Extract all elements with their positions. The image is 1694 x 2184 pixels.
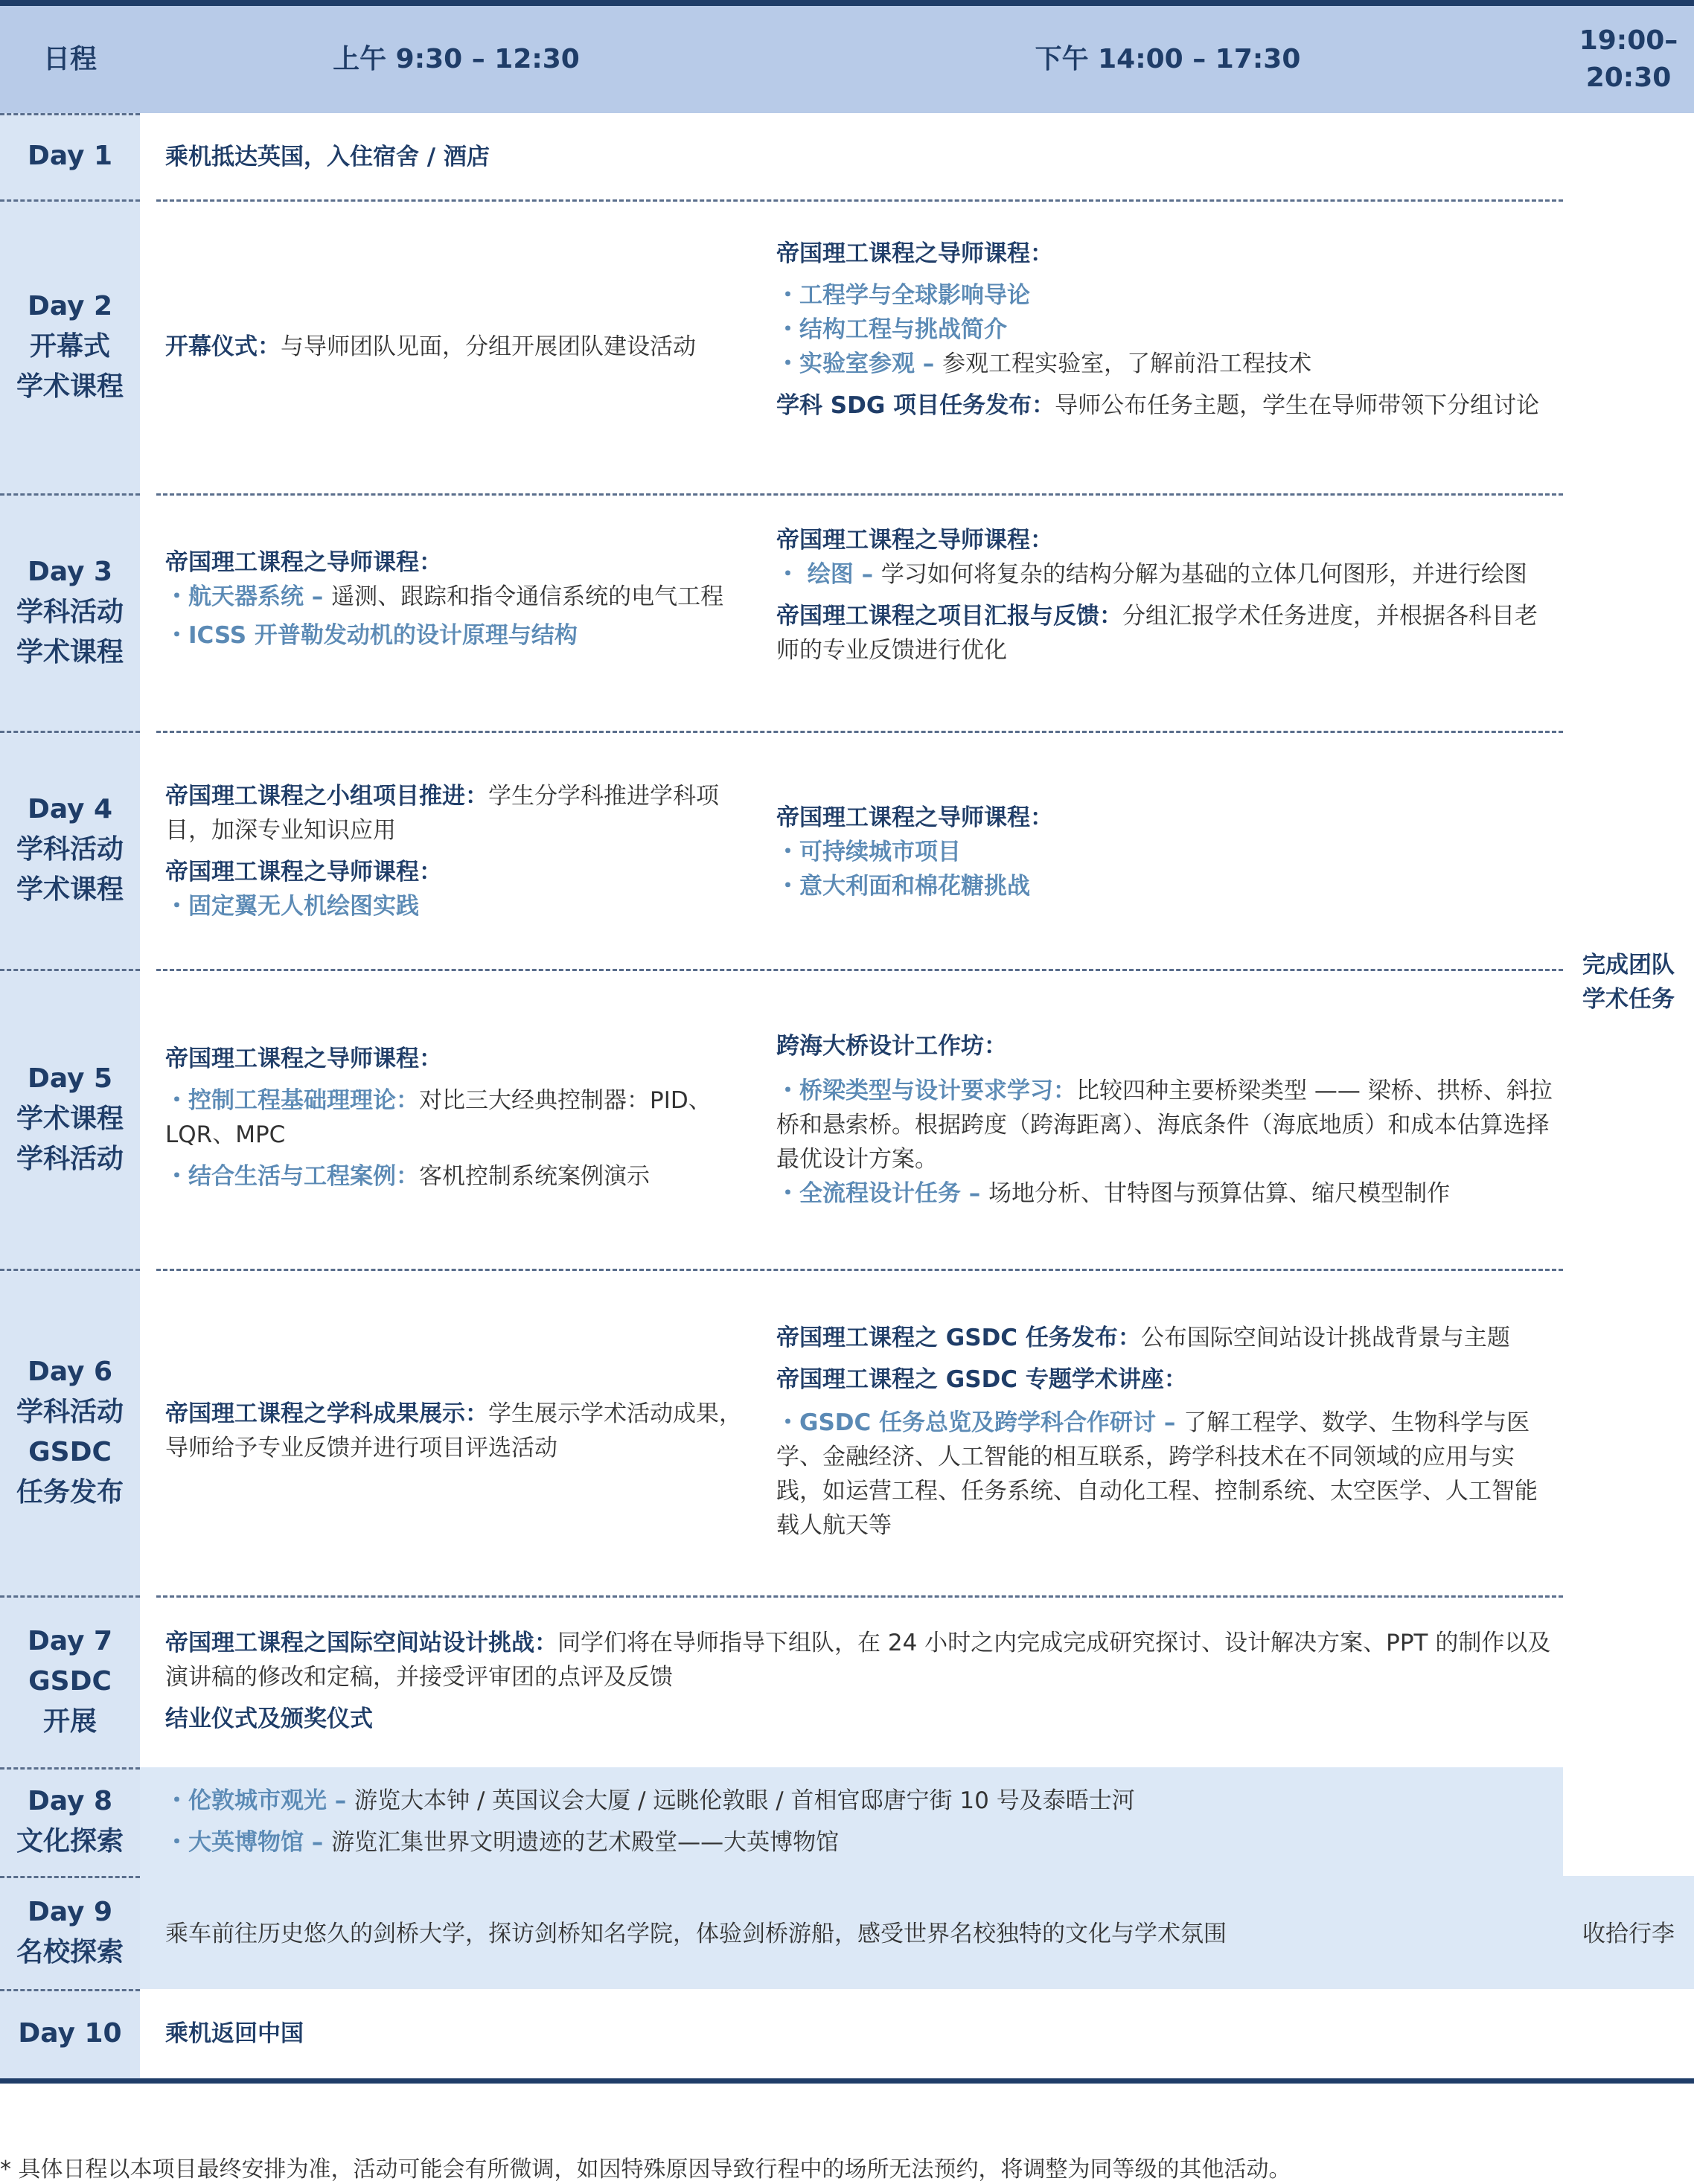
day6-label <box>0 1269 140 1595</box>
activity-title: 帝国理工课程之导师课程： <box>776 240 1053 267</box>
day5-label <box>0 969 140 1269</box>
activity-item: ・结构工程与挑战简介 <box>776 316 1007 343</box>
activity-title: 帝国理工课程之 GSDC 任务发布： <box>776 1325 1141 1351</box>
row-separator <box>156 493 1563 496</box>
activity-item-text: 参观工程实验室，了解前沿工程技术 <box>942 350 1312 377</box>
activity-item <box>165 1159 753 1194</box>
evening-task: 完成团队 学术任务 <box>1582 952 1675 1013</box>
day2-morning <box>165 330 753 364</box>
activity-item-title: ・航天器系统 – <box>165 583 332 610</box>
activity-title: 帝国理工课程之导师课程： <box>776 804 1053 831</box>
activity-item-title: ・实验室参观 – <box>776 350 943 377</box>
activity-item-text: 游览大本钟 / 英国议会大厦 / 远眺伦敦眼 / 首相官邸唐宁街 10 号及泰晤士河 <box>354 1787 1135 1814</box>
day10-content: 乘机返回中国 <box>165 2020 304 2047</box>
activity-ceremony: 结业仪式及颁奖仪式 <box>165 1706 373 1732</box>
day-label-text: Day 7 <box>27 1625 113 1656</box>
activity-text: 同学们将在导师指导下组队，在 24 小时之内完成完成研究探讨、设计解决方案、PPT 的制作以及演讲稿的修改和定稿，并接受评审团的点评及反馈 <box>165 1630 1551 1691</box>
activity-task <box>776 388 1558 423</box>
day5-afternoon <box>776 1029 1558 1211</box>
day10-label <box>0 1989 140 2078</box>
day-label-sub: 任务发布 <box>16 1476 124 1508</box>
activity-title: 学科 SDG 项目任务发布： <box>776 392 1055 419</box>
day3-label <box>0 493 140 731</box>
day6-morning <box>165 1397 753 1465</box>
activity-item-title: ・大英博物馆 – <box>165 1829 332 1856</box>
day-label-sub: 名校探索 <box>16 1937 124 1967</box>
day-label-sub: GSDC <box>28 1436 112 1467</box>
header-afternoon: 下午 14:00 – 17:30 <box>1035 44 1301 74</box>
activity-item <box>776 557 1558 592</box>
day4-afternoon <box>776 801 1558 903</box>
header-evening: 19:00– 20:30 <box>1579 25 1678 93</box>
day2-label <box>0 199 140 493</box>
day-label-sub: 学术课程 <box>16 371 124 402</box>
activity-item-text: 学习如何将复杂的结构分解为基础的立体几何图形，并进行绘图 <box>880 561 1527 588</box>
activity-title: 帝国理工课程之国际空间站设计挑战： <box>165 1630 557 1656</box>
activity-text: 导师公布任务主题，学生在导师带领下分组讨论 <box>1055 392 1540 419</box>
day6-afternoon <box>776 1321 1558 1543</box>
activity-item <box>776 1074 1558 1176</box>
row-separator <box>156 969 1563 971</box>
footnote: * 具体日程以本项目最终安排为准，活动可能会有所微调，如因特殊原因导致行程中的场所无法预约，将调整为同等级的其他活动。 <box>0 2156 1291 2183</box>
day-label-sub: 文化探索 <box>16 1826 124 1857</box>
row-separator <box>156 1595 1563 1598</box>
day-label-text: Day 1 <box>27 141 113 171</box>
day8-content <box>165 1784 1557 1860</box>
activity-item-title: ・全流程设计任务 – <box>776 1180 989 1207</box>
activity-item-text: 比较四种主要桥梁类型 —— 梁桥、拱桥、斜拉桥和悬索桥。根据跨度（跨海距离）、海底条件（海底地质）和成本估算选择最优设计方案。 <box>776 1077 1553 1173</box>
day-label-sub: 开展 <box>42 1706 97 1737</box>
activity-report <box>776 599 1558 667</box>
activity-title: 跨海大桥设计工作坊： <box>776 1033 1007 1060</box>
day1-label <box>0 113 140 199</box>
activity-item-title: ・桥梁类型与设计要求学习： <box>776 1077 1076 1104</box>
day7-content <box>165 1626 1557 1736</box>
activity-project <box>165 779 753 848</box>
day-label-sub: GSDC <box>28 1665 112 1697</box>
activity-item: ・可持续城市项目 <box>776 839 961 865</box>
activity-item-text: 客机控制系统案例演示 <box>419 1163 650 1190</box>
day-label-sub: 学术课程 <box>16 1103 124 1134</box>
activity-item-text: 场地分析、甘特图与预算估算、缩尺模型制作 <box>988 1180 1451 1207</box>
activity-item: ・ICSS 开普勒发动机的设计原理与结构 <box>165 622 578 649</box>
day8-label <box>0 1767 140 1876</box>
day-label-sub: 学术课程 <box>16 636 124 667</box>
activity-text: 公布国际空间站设计挑战背景与主题 <box>1140 1325 1510 1351</box>
header-morning: 上午 9:30 – 12:30 <box>333 44 580 74</box>
activity-item <box>165 1784 1557 1818</box>
activity-item <box>776 1176 1558 1211</box>
activity-title: 帝国理工课程之导师课程： <box>165 549 442 576</box>
activity-title: 开幕仪式： <box>165 333 281 360</box>
day-label-text: Day 5 <box>27 1063 113 1094</box>
day-label-text: Day 6 <box>27 1356 113 1387</box>
day-label-text: Day 8 <box>27 1786 113 1816</box>
activity-item <box>165 580 753 614</box>
day4-label <box>0 731 140 969</box>
activity-item <box>776 347 1558 381</box>
activity-task <box>776 1321 1558 1355</box>
day-label-text: Day 10 <box>18 2018 122 2049</box>
day-label-sub: 学科活动 <box>16 596 124 627</box>
activity-item-title: ・控制工程基础理理论： <box>165 1087 419 1114</box>
day-label-text: Day 3 <box>27 556 113 587</box>
day-label-sub: 学科活动 <box>16 834 124 865</box>
day3-afternoon <box>776 523 1558 667</box>
activity-item-title: ・伦敦城市观光 – <box>165 1787 355 1814</box>
day-label-sub: 学术课程 <box>16 874 124 905</box>
activity-item: ・意大利面和棉花糖挑战 <box>776 873 1030 900</box>
activity-title: 帝国理工课程之项目汇报与反馈： <box>776 603 1122 630</box>
day-label-text: Day 9 <box>27 1897 113 1927</box>
day5-morning <box>165 1042 753 1194</box>
header-schedule: 日程 <box>42 44 97 74</box>
day9-label <box>0 1876 140 1989</box>
day-label-sub: 学科活动 <box>16 1396 124 1427</box>
day2-afternoon <box>776 237 1558 423</box>
activity-item: ・工程学与全球影响导论 <box>776 282 1030 309</box>
activity-item <box>165 1083 753 1152</box>
day4-morning <box>165 779 753 923</box>
day3-morning <box>165 545 753 653</box>
activity-title: 帝国理工课程之导师课程： <box>165 859 442 886</box>
day-label-sub: 开幕式 <box>29 330 110 362</box>
bottom-border <box>0 2078 1694 2084</box>
activity-text: 学生展示学术活动成果，导师给予专业反馈并进行项目评选活动 <box>165 1400 742 1461</box>
day-label-text: Day 2 <box>27 290 113 321</box>
activity-item-text: 了解工程学、数学、生物科学与医学、金融经济、人工智能的相互联系，跨学科技术在不同领域的应用与实践，如运营工程、任务系统、自动化工程、控制系统、太空医学、人工智能载人航天等 <box>776 1409 1538 1539</box>
activity-title: 帝国理工课程之小组项目推进： <box>165 783 488 810</box>
activity-text: 分组汇报学术任务进度，并根据各科目老师的专业反馈进行优化 <box>776 603 1538 664</box>
day9-content: 乘车前往历史悠久的剑桥大学，探访剑桥知名学院，体验剑桥游船，感受世界名校独特的文化与学术氛围 <box>165 1921 1227 1947</box>
top-border <box>0 0 1694 6</box>
activity-item-text: 遥测、跟踪和指令通信系统的电气工程 <box>331 583 724 610</box>
day7-label <box>0 1595 140 1767</box>
day-label-text: Day 4 <box>27 794 113 824</box>
activity-item-title: ・GSDC 任务总览及跨学科合作研讨 – <box>776 1409 1184 1436</box>
row-separator <box>156 731 1563 733</box>
activity-text: 学生分学科推进学科项目，加深专业知识应用 <box>165 783 719 844</box>
activity-title: 帝国理工课程之学科成果展示： <box>165 1400 488 1427</box>
activity-item-title: ・ 绘图 – <box>776 561 881 588</box>
day-label-sub: 学科活动 <box>16 1143 124 1174</box>
activity-text: 与导师团队见面，分组开展团队建设活动 <box>281 333 696 360</box>
day1-content: 乘机抵达英国，入住宿舍 / 酒店 <box>165 144 490 170</box>
activity-item-title: ・结合生活与工程案例： <box>165 1163 419 1190</box>
activity-item-text: 对比三大经典控制器：PID、LQR、MPC <box>165 1087 712 1148</box>
activity-challenge <box>165 1626 1557 1694</box>
row-separator <box>156 1269 1563 1271</box>
activity-title: 帝国理工课程之导师课程： <box>165 1045 442 1072</box>
row-separator <box>156 199 1563 202</box>
activity-item-text: 游览汇集世界文明遗迹的艺术殿堂——大英博物馆 <box>331 1829 840 1856</box>
activity-title: 帝国理工课程之 GSDC 专题学术讲座： <box>776 1366 1187 1393</box>
activity-item: ・固定翼无人机绘图实践 <box>165 893 419 920</box>
activity-title: 帝国理工课程之导师课程： <box>776 527 1053 554</box>
activity-item <box>776 1406 1558 1543</box>
activity-item <box>165 1825 1557 1860</box>
day9-evening: 收拾行李 <box>1582 1921 1675 1947</box>
